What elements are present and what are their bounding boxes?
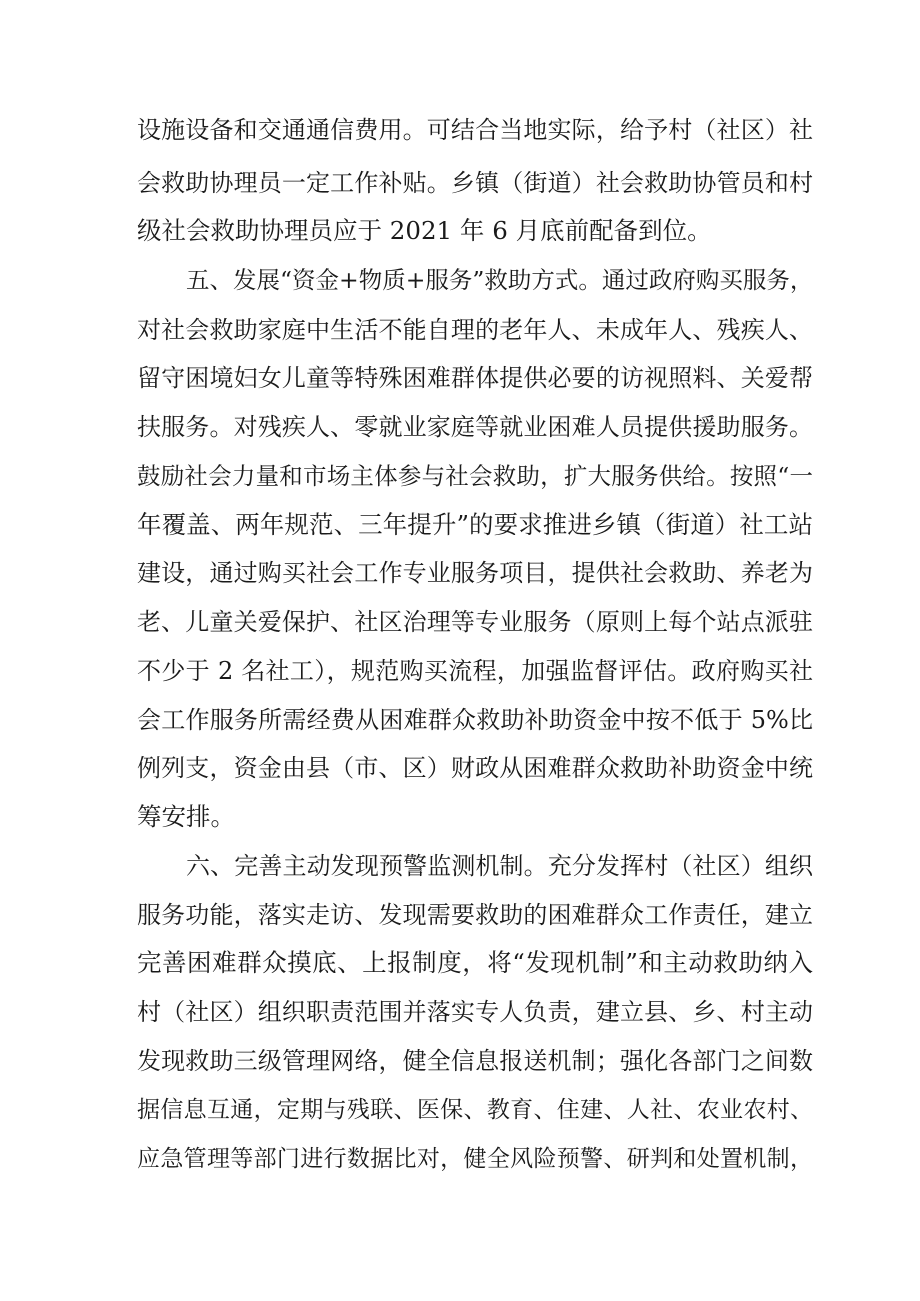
paragraph-line: 服务功能，落实走访、发现需要救助的困难群众工作责任，建立 xyxy=(137,901,813,929)
paragraph-line: 不少于 2 名社工），规范购买流程，加强监督评估。政府购买社 xyxy=(137,657,813,685)
paragraph-line: 扶服务。对残疾人、零就业家庭等就业困难人员提供援助服务。 xyxy=(137,413,813,441)
paragraph-line: 据信息互通，定期与残联、医保、教育、住建、人社、农业农村、 xyxy=(137,1097,813,1123)
paragraph-line: 五、发展“资金+物质+服务”救助方式。通过政府购买服务， xyxy=(186,266,814,294)
paragraph-line: 留守困境妇女儿童等特殊困难群体提供必要的访视照料、关爱帮 xyxy=(137,364,813,392)
paragraph-line: 级社会救助协理员应于 2021 年 6 月底前配备到位。 xyxy=(137,216,712,245)
paragraph-line: 应急管理等部门进行数据比对，健全风险预警、研判和处置机制， xyxy=(137,1146,813,1172)
paragraph-line: 发现救助三级管理网络，健全信息报送机制；强化各部门之间数 xyxy=(137,1047,813,1075)
paragraph-line: 对社会救助家庭中生活不能自理的老年人、未成年人、残疾人、 xyxy=(137,316,813,344)
paragraph-line: 例列支，资金由县（市、区）财政从困难群众救助补助资金中统 xyxy=(137,754,813,782)
paragraph-line: 筹安排。 xyxy=(137,802,235,831)
paragraph-line: 鼓励社会力量和市场主体参与社会救助，扩大服务供给。按照“一 xyxy=(137,462,813,490)
paragraph-line: 村（社区）组织职责范围并落实专人负责，建立县、乡、村主动 xyxy=(137,998,813,1026)
paragraph-line: 会救助协理员一定工作补贴。乡镇（街道）社会救助协管员和村 xyxy=(137,169,813,197)
paragraph-line: 完善困难群众摸底、上报制度，将“发现机制”和主动救助纳入 xyxy=(137,948,813,977)
paragraph-line: 年覆盖、两年规范、三年提升”的要求推进乡镇（街道）社工站 xyxy=(137,510,813,539)
paragraph-line: 老、儿童关爱保护、社区治理等专业服务（原则上每个站点派驻 xyxy=(137,608,813,636)
paragraph-line: 建设，通过购买社会工作专业服务项目，提供社会救助、养老为 xyxy=(137,559,813,587)
paragraph-line: 会工作服务所需经费从困难群众救助补助资金中按不低于 5%比 xyxy=(137,706,813,734)
paragraph-line: 设施设备和交通通信费用。可结合当地实际，给予村（社区）社 xyxy=(137,116,813,144)
paragraph-line: 六、完善主动发现预警监测机制。充分发挥村（社区）组织 xyxy=(186,852,813,880)
